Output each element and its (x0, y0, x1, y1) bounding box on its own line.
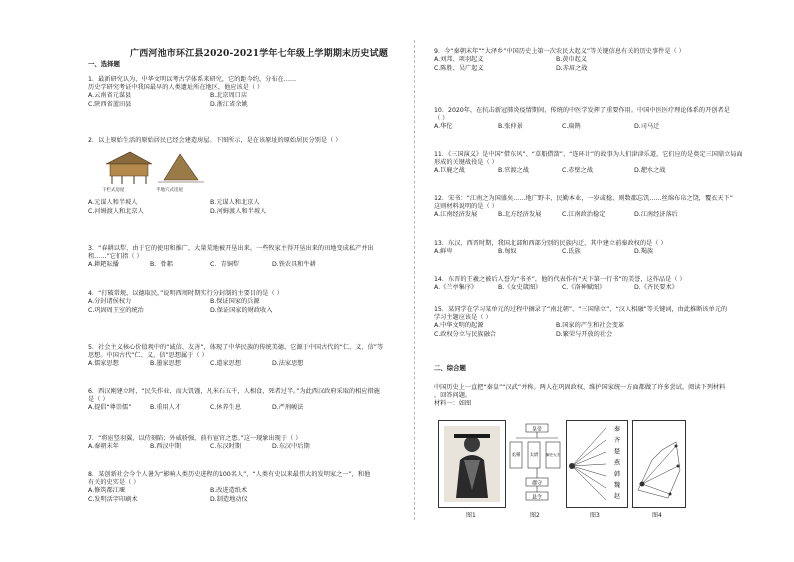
state-label: 燕 (614, 459, 621, 467)
option: A.《兰亭集序》 (434, 284, 478, 291)
option: C.东汉时期 (210, 443, 242, 450)
page-title: 广西河池市环江县2020-2021学年七年级上学期期末历史试题 (130, 49, 389, 59)
question-10 (434, 107, 764, 132)
option: C.氐族 (562, 248, 581, 255)
option: C.巩固周王室的统治 (88, 307, 144, 314)
section-comprehensive-heading: 二、综合题 (434, 364, 466, 372)
pit-house-image (158, 154, 204, 182)
option: C.江南政治稳定 (562, 211, 606, 218)
column-divider (414, 40, 415, 520)
option: A.儒家思想 (88, 360, 119, 367)
question-stem-line: 是（ ） (88, 396, 109, 403)
option: A.鲜卑 (434, 248, 453, 255)
option: B.改进造纸术 (210, 487, 248, 494)
question-1 (88, 76, 394, 110)
question-stem-line: 这则材料说明的是（ ） (434, 203, 498, 210)
question-stem: 6．西汉刚建立时，“民失作业，而大饥馑，凡米石五千，人相食，死者过半。”为此西汉政府采取的相应措施 (88, 388, 380, 395)
option: B.官渡之战 (498, 167, 529, 174)
question-11 (434, 151, 764, 176)
option: A.秦朝末年 (88, 443, 119, 450)
question-stem: 5．社会主义核心价值观中的“诚信、友善”，体现了中华民族的传统美德。它源于中国古代的“仁、义、信”等 (88, 344, 384, 351)
option: B.重用人才 (150, 404, 181, 411)
option: A.分封诸侯权力 (88, 298, 132, 305)
option: B.黄巾起义 (556, 56, 587, 63)
option: D.法家思想 (272, 360, 304, 367)
chart-label: 太尉 (529, 453, 539, 458)
question-stem: 14．东晋的王羲之被后人誉为“书圣”，他的代表作有“天下第一行书”的美誉，这作品是（ ） (434, 276, 686, 283)
figure-caption: 半地穴式房屋 (156, 188, 183, 193)
question-stem: 10．2020年，在抗击新冠肺炎疫情期间，传统的中医学发挥了重要作用。中国中医医疗理论体系的开创者是 (434, 107, 730, 114)
question-2 (88, 137, 394, 145)
figure-1-caption: 图1 (466, 512, 476, 519)
option: B.元谋人和北京人 (210, 199, 260, 206)
option: D.东汉中后期 (272, 443, 310, 450)
question-stem-line: （ ） (434, 115, 449, 122)
state-label: 齐 (614, 437, 621, 445)
option: A.江南经济发展 (434, 211, 478, 218)
state-label: 秦 (614, 426, 621, 433)
option: D.浙江省余姚 (210, 101, 248, 108)
option: C.陕西省蓝田县 (88, 101, 132, 108)
question-8 (88, 471, 394, 505)
figure-caption: 干栏式房屋 (102, 188, 125, 193)
option: B.国家的产生和社会变革 (556, 322, 625, 329)
figure-3-caption: 图3 (590, 512, 600, 519)
question-stem-line: 有关的史实是（ ） (88, 479, 140, 486)
option: C.赤壁之战 (562, 167, 594, 174)
option: D.江南经济落后 (634, 211, 678, 218)
option: C.河姆渡人和北京人 (88, 208, 144, 215)
chart-label: 县令 (531, 494, 543, 501)
question-15 (434, 306, 764, 340)
option: C.陈胜、吴广起义 (434, 65, 484, 72)
figure-2-org-chart (508, 420, 564, 508)
question-13 (434, 240, 764, 257)
option: D.淝水之战 (634, 167, 666, 174)
question-stem-line: 学习主题应该是（ ） (434, 314, 492, 321)
option: A.华佗 (434, 123, 453, 130)
question-4 (88, 290, 394, 316)
question-stem: 8．某创新社会今个人暑为“影响人类历史进程的100名人”，“人类有史以来最伟大的发明家之一”，和他 (88, 471, 371, 478)
option: A.提倡“尊崇儒” (88, 404, 132, 411)
state-label: 赵 (614, 493, 621, 501)
question-5 (88, 344, 394, 369)
option: A.元谋人和半坡人 (88, 199, 138, 206)
material-label: 材料一：如图 (434, 400, 472, 407)
house-illustrations (100, 150, 210, 190)
option: B.《女史箴图》 (498, 284, 542, 291)
question-stem: 2．以上原始生活的原始居民已经会建造房屋。下图所示，是在该原址的原始居民分别是（ ） (88, 137, 342, 144)
option: B.北方经济发展 (498, 211, 542, 218)
state-label: 楚 (614, 448, 621, 456)
section-choice-heading: 一、选择题 (88, 60, 120, 68)
question-12 (434, 195, 764, 220)
stilt-house-image (106, 152, 152, 184)
option: D.制造地动仪 (210, 496, 248, 503)
question-3 (88, 245, 394, 270)
figure-4-caption: 图4 (652, 512, 662, 519)
chart-label: 丞相 (511, 453, 521, 458)
question-stem-line: 租……”它们指（ ） (88, 253, 143, 260)
option: C．青铜犁 (210, 261, 240, 268)
option: B.匈奴 (498, 248, 517, 255)
question-stem: 3．“春耕以犁，由于它的使用和推广，大量荒地被开垦出来。一些牧家主得开垦出来的田地变成私产并出 (88, 245, 374, 252)
option: D.铁农具和牛耕 (272, 261, 316, 268)
option: D.河姆渡人和半坡人 (210, 208, 267, 215)
option: A.刘邦、项羽起义 (434, 56, 484, 63)
option: D.《齐民要术》 (634, 284, 678, 291)
question-stem: 1．最新研究认为，中华文明以考古学体系来研究，它的距今约，分布在…… (88, 76, 297, 83)
chart-label: 皇帝 (531, 426, 543, 433)
chart-label: 郡守 (531, 480, 543, 487)
option: C.休养生息 (210, 404, 242, 411)
question-14 (434, 276, 764, 293)
question-7 (88, 435, 394, 452)
state-label: 韩 (614, 470, 621, 478)
option: D.司马迁 (634, 123, 660, 130)
option: C.《洛神赋图》 (562, 284, 606, 291)
question-stem: 12．宋书：“江南之为国盛矣……地广野丰，民勤本业，一岁或稔，则数郡忘饥……丝绵布帛之饶，覆衣天下” (434, 195, 733, 202)
comprehensive-question (434, 384, 764, 408)
state-label: 魏 (614, 482, 621, 489)
option: B.西汉中期 (150, 443, 181, 450)
option: D.保证国家的财政收入 (210, 307, 273, 314)
option: A.云南省元谋县 (88, 92, 132, 99)
question-stem: 11．《三国演义》是中国“借东风”、“草船借箭”、“连环计”的故事为人们津津乐道，它们应的是奠定三国鼎立局面 (434, 151, 743, 158)
chart-label: 御史大夫 (545, 453, 561, 457)
question-stem-line: ，回答问题。 (434, 392, 472, 399)
figure-4-map (632, 420, 686, 508)
option: C.道家思想 (210, 360, 242, 367)
option: C.政权分立与民族融合 (434, 331, 496, 338)
option: C.发明活字印刷术 (88, 496, 138, 503)
question-stem: 15．某同学在学习某单元的过程中摘录了“南北朝”、“三国鼎立”、“汉人相融”等关键词，由此推断该单元的 (434, 306, 728, 313)
question-stem: 13．东汉、西晋时期，我国北部和西部分别的民族内迁，其中建立前秦政权的是（ ） (434, 240, 667, 247)
option: A.修筑都江堰 (88, 487, 126, 494)
question-9 (434, 48, 764, 74)
option: A.耕耙耘播 (88, 261, 119, 268)
option: B.北京周口店 (210, 92, 248, 99)
figure-1-portrait (438, 420, 506, 508)
option: D.羯族 (634, 248, 654, 255)
figure-3-diagram (566, 420, 628, 508)
option: B．骨耜 (150, 261, 173, 268)
question-stem: 9．今“秦朝末年”“大泽乡”中国历史上第一次农民大起义”等关键信息有关的历史事件是（ ） (434, 48, 685, 55)
question-stem: 4．“打破常规、以德取民，”说明西周时期实行分封制的主要目的是（ ） (88, 290, 283, 297)
option: B.墨家思想 (150, 360, 181, 367)
option: B.张仲景 (498, 123, 523, 130)
question-stem-line: 思想。中国古代“仁、义、信”思想属于（ ） (88, 352, 208, 359)
option: D.繁荣与开放的社会 (556, 331, 613, 338)
option: A.中华文明的起源 (434, 322, 484, 329)
option: D.赤眉之战 (556, 65, 588, 72)
option: A.巨鹿之战 (434, 167, 465, 174)
option: C.扁鹊 (562, 123, 581, 130)
question-2-options (88, 199, 394, 217)
option: D.严刑峻法 (272, 404, 304, 411)
option: B.保证国家的兵源 (210, 298, 260, 305)
question-6 (88, 388, 394, 413)
question-stem: 7．“将宦竖羽翼，以侍刻陷；外威骄强，前有宦官之患。”这一现象出现于（ ） (88, 435, 302, 442)
question-stem-line: 形成的关键战役是（ ） (434, 159, 498, 166)
question-stem: 中国历史上一直把“秦皇”“汉武”并称。两人在巩固政权、维护国家统一方面都做了许多尝试。阅读下列材料 (434, 384, 726, 391)
figure-2-caption: 图2 (530, 512, 540, 519)
question-stem-line: 历史学研究考证中我国最早的人类遗址所在地区，他应该是（ ） (88, 84, 264, 91)
